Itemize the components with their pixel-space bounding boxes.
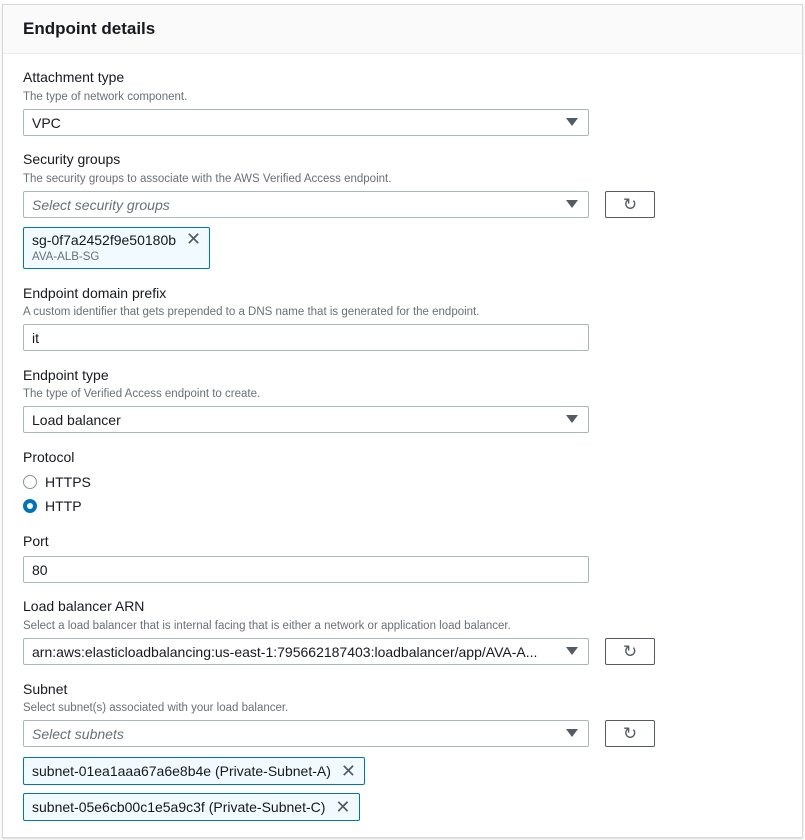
radio-label: HTTP xyxy=(45,498,82,514)
token-label: subnet-01ea1aaa67a6e8b4e (Private-Subnet-A) xyxy=(32,763,331,779)
endpoint-type-label: Endpoint type xyxy=(23,367,109,383)
endpoint-type-select[interactable] xyxy=(23,406,589,433)
refresh-icon: ↻ xyxy=(622,194,638,214)
caret-down-icon xyxy=(566,415,578,423)
radio-icon xyxy=(23,475,37,489)
caret-down-icon xyxy=(566,647,578,655)
subnet-desc: Select subnet(s) associated with your load balancer. xyxy=(23,702,289,714)
domain-prefix-input[interactable] xyxy=(23,324,589,351)
panel-header xyxy=(3,5,802,54)
subnet-token xyxy=(23,757,365,785)
radio-checked-icon xyxy=(23,499,37,513)
security-group-token xyxy=(23,227,210,269)
lb-arn-select[interactable] xyxy=(23,638,589,665)
attachment-type-desc: The type of network component. xyxy=(23,91,188,103)
refresh-subnets-button[interactable] xyxy=(605,720,655,747)
domain-prefix-desc: A custom identifier that gets prepended to a DNS name that is generated for the endpoint. xyxy=(23,306,480,318)
security-groups-placeholder: Select security groups xyxy=(32,197,170,213)
protocol-label: Protocol xyxy=(23,449,75,465)
refresh-lb-button[interactable] xyxy=(605,638,655,665)
subnet-select[interactable] xyxy=(23,720,589,747)
port-input[interactable] xyxy=(23,556,589,583)
security-groups-desc: The security groups to associate with the AWS Verified Access endpoint. xyxy=(23,173,392,185)
lb-arn-desc: Select a load balancer that is internal facing that is either a network or application load balancer. xyxy=(23,620,511,632)
port-value: 80 xyxy=(32,562,48,578)
radio-http[interactable] xyxy=(23,498,82,514)
close-icon[interactable]: ✕ xyxy=(335,797,351,817)
subnet-token xyxy=(23,793,360,821)
attachment-type-value: VPC xyxy=(32,115,61,131)
radio-https[interactable] xyxy=(23,474,91,490)
caret-down-icon xyxy=(566,200,578,208)
security-groups-select[interactable] xyxy=(23,191,589,218)
endpoint-type-value: Load balancer xyxy=(32,412,121,428)
close-icon[interactable]: ✕ xyxy=(186,229,202,249)
attachment-type-label: Attachment type xyxy=(23,69,125,85)
token-name: AVA-ALB-SG xyxy=(32,251,100,263)
refresh-security-groups-button[interactable] xyxy=(605,191,655,218)
port-label: Port xyxy=(23,533,49,549)
refresh-icon: ↻ xyxy=(622,641,638,661)
panel-title: Endpoint details xyxy=(23,19,156,38)
caret-down-icon xyxy=(566,118,578,126)
token-label: subnet-05e6cb00c1e5a9c3f (Private-Subnet-C) xyxy=(32,799,326,815)
radio-label: HTTPS xyxy=(45,474,91,490)
attachment-type-select[interactable] xyxy=(23,109,589,136)
domain-prefix-label: Endpoint domain prefix xyxy=(23,285,167,301)
security-groups-label: Security groups xyxy=(23,151,121,167)
close-icon[interactable]: ✕ xyxy=(340,761,356,781)
domain-prefix-value: it xyxy=(32,330,39,346)
subnet-placeholder: Select subnets xyxy=(32,726,124,742)
refresh-icon: ↻ xyxy=(622,723,638,743)
caret-down-icon xyxy=(566,729,578,737)
lb-arn-value: arn:aws:elasticloadbalancing:us-east-1:795662187403:loadbalancer/app/AVA-A... xyxy=(32,644,538,660)
token-id: sg-0f7a2452f9e50180b xyxy=(32,232,177,248)
lb-arn-label: Load balancer ARN xyxy=(23,598,145,614)
subnet-label: Subnet xyxy=(23,681,68,697)
endpoint-type-desc: The type of Verified Access endpoint to create. xyxy=(23,388,261,400)
